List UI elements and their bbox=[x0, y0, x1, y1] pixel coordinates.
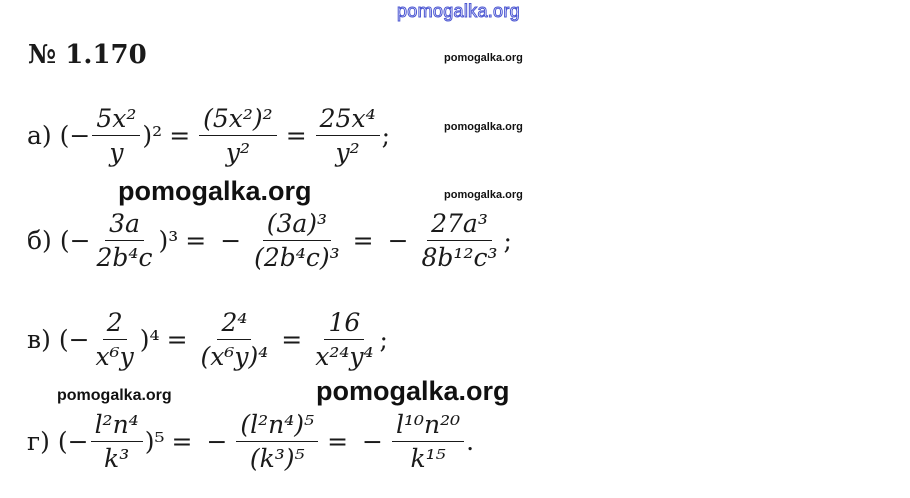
denominator: 8b¹²c³ bbox=[421, 243, 498, 272]
equation-line-d bbox=[27, 410, 474, 473]
problem-number: № 1.170 bbox=[28, 40, 147, 70]
watermark-small-1: pomogalka.org bbox=[444, 52, 523, 64]
denominator: y² bbox=[225, 138, 250, 167]
fraction-2 bbox=[250, 209, 343, 272]
numerator: 2⁴ bbox=[217, 308, 251, 340]
line-end: ; bbox=[379, 325, 388, 354]
numerator: l¹⁰n²⁰ bbox=[392, 410, 464, 442]
watermark-big-2: pomogalka.org bbox=[316, 376, 510, 406]
equals-sign: = bbox=[171, 427, 193, 456]
denominator: (k³)⁵ bbox=[249, 444, 305, 473]
equals-sign: = bbox=[327, 427, 349, 456]
fraction-2 bbox=[236, 410, 318, 473]
numerator: (l²n⁴)⁵ bbox=[236, 410, 318, 442]
numerator: 3a bbox=[105, 209, 144, 241]
fraction-1 bbox=[93, 209, 157, 272]
watermark-mid: pomogalka.org bbox=[57, 387, 172, 404]
close-paren-power: )⁴ bbox=[139, 325, 160, 354]
open-paren: (− bbox=[57, 427, 89, 456]
fraction-1 bbox=[91, 410, 143, 473]
denominator: k¹⁵ bbox=[410, 444, 446, 473]
numerator: (5x²)² bbox=[199, 104, 277, 136]
watermark-small-3: pomogalka.org bbox=[444, 189, 523, 201]
denominator: (x⁶y)⁴ bbox=[200, 342, 269, 371]
close-paren-power: )⁵ bbox=[144, 427, 165, 456]
fraction-1 bbox=[92, 308, 138, 371]
close-paren-power: )³ bbox=[158, 226, 179, 255]
watermark-big-1: pomogalka.org bbox=[118, 176, 312, 206]
fraction-3 bbox=[311, 308, 377, 371]
fraction-2 bbox=[197, 308, 273, 371]
numerator: 25x⁴ bbox=[316, 104, 380, 136]
numerator: (3a)³ bbox=[263, 209, 331, 241]
fraction-1 bbox=[92, 104, 140, 167]
denominator: y bbox=[109, 138, 124, 167]
line-end: ; bbox=[503, 226, 512, 255]
watermark-small-2: pomogalka.org bbox=[444, 121, 523, 133]
equals-sign: = bbox=[285, 121, 307, 150]
equals-sign: = bbox=[352, 226, 374, 255]
equals-sign: = bbox=[169, 121, 191, 150]
numerator: 16 bbox=[324, 308, 364, 340]
equation-line-a bbox=[27, 104, 390, 167]
denominator: x⁶y bbox=[95, 342, 134, 371]
equals-sign: = bbox=[281, 325, 303, 354]
minus-sign: − bbox=[206, 427, 228, 456]
open-paren: (− bbox=[59, 121, 91, 150]
watermark-top: pomogalka.org bbox=[397, 1, 520, 21]
minus-sign: − bbox=[220, 226, 242, 255]
item-label: в) bbox=[27, 325, 51, 354]
line-end: ; bbox=[381, 121, 391, 150]
denominator: (2b⁴c)³ bbox=[254, 243, 340, 272]
denominator: y² bbox=[335, 138, 360, 167]
numerator: l²n⁴ bbox=[91, 410, 143, 442]
fraction-2 bbox=[199, 104, 277, 167]
numerator: 27a³ bbox=[427, 209, 492, 241]
denominator: x²⁴y⁴ bbox=[315, 342, 374, 371]
item-label: г) bbox=[27, 427, 50, 456]
fraction-3 bbox=[392, 410, 464, 473]
numerator: 5x² bbox=[92, 104, 140, 136]
denominator: k³ bbox=[104, 444, 130, 473]
item-label: б) bbox=[27, 226, 52, 255]
item-label: а) bbox=[27, 121, 52, 150]
equals-sign: = bbox=[166, 325, 188, 354]
open-paren: (− bbox=[59, 226, 91, 255]
denominator: 2b⁴c bbox=[96, 243, 153, 272]
fraction-3 bbox=[418, 209, 502, 272]
equation-line-b bbox=[27, 209, 512, 272]
numerator: 2 bbox=[103, 308, 127, 340]
open-paren: (− bbox=[58, 325, 90, 354]
close-paren-power: )² bbox=[142, 121, 163, 150]
equals-sign: = bbox=[185, 226, 207, 255]
fraction-3 bbox=[316, 104, 380, 167]
equation-line-c bbox=[27, 308, 388, 371]
minus-sign: − bbox=[387, 226, 409, 255]
line-end: . bbox=[466, 427, 475, 456]
minus-sign: − bbox=[362, 427, 383, 456]
